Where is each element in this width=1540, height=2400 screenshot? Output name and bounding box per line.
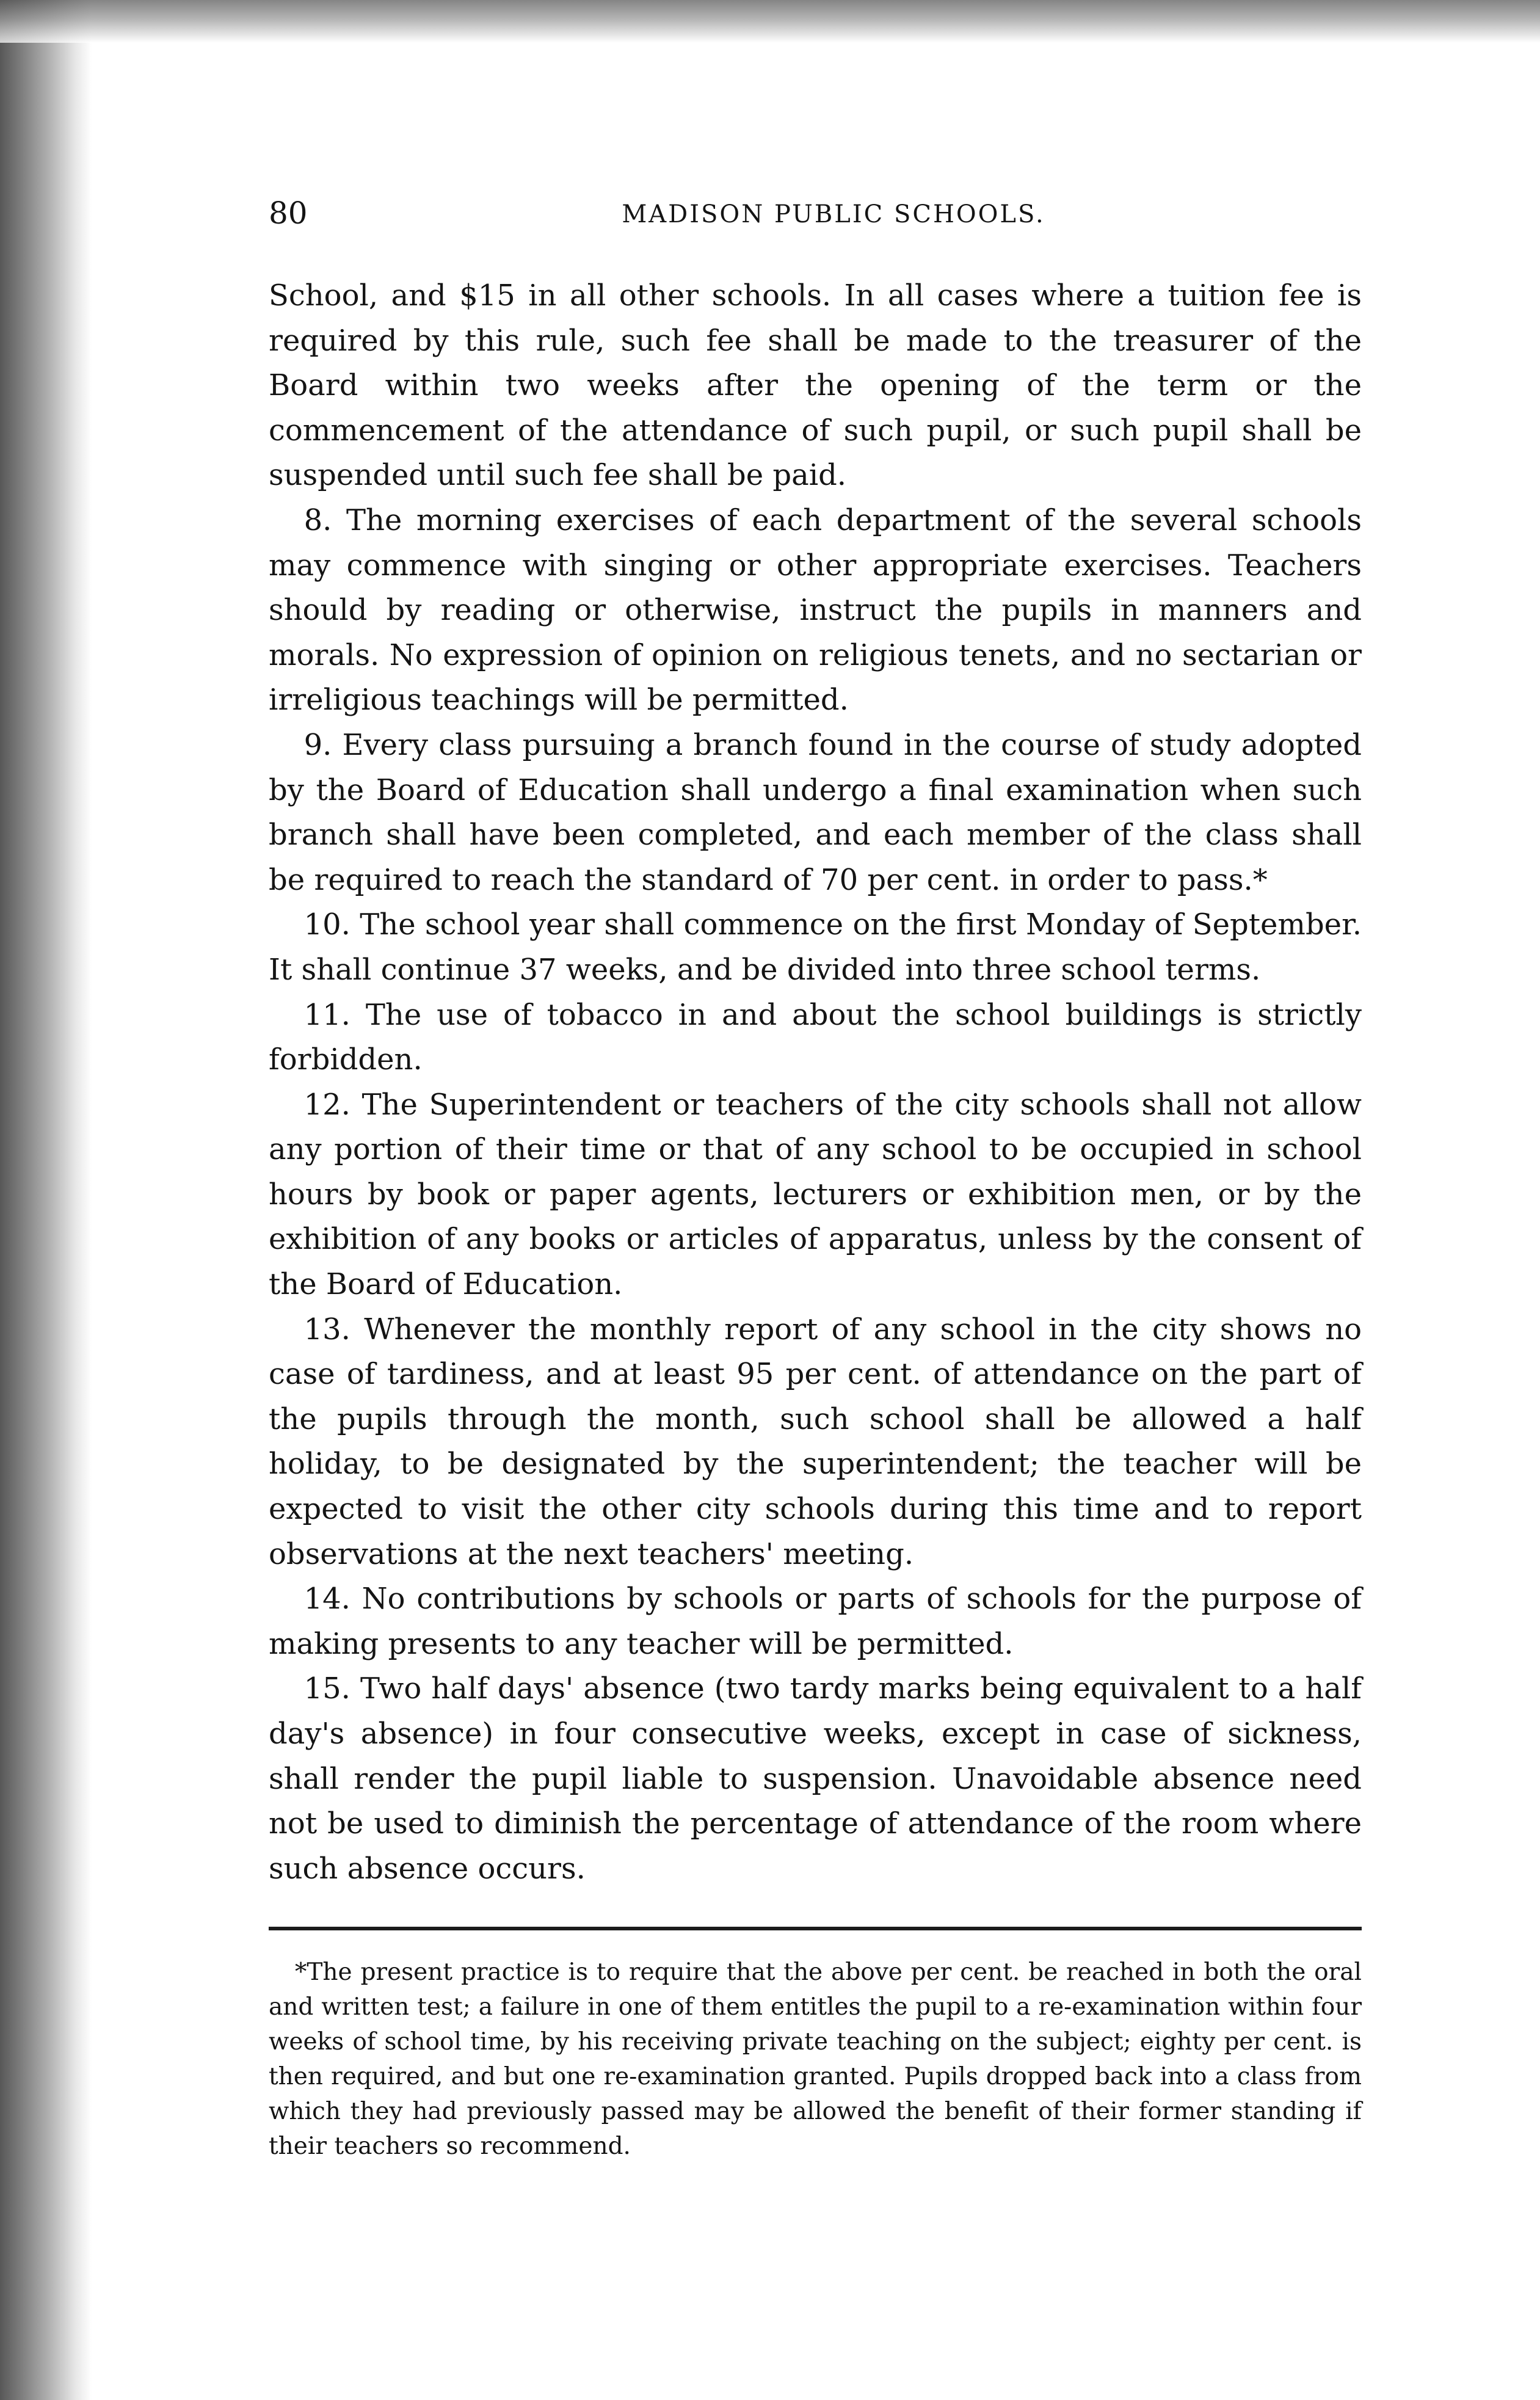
book-page <box>269 195 1362 2187</box>
paragraph-rule-9: 9. Every class pursuing a branch found in the course of study adopted by the Board of Education shall undergo a final examination when such branch shall have been completed, and each member of the class shall be required to reach the standard of 70 per cent. in order to pass.* <box>269 727 1362 897</box>
running-head <box>269 195 1362 244</box>
paragraph-rule-12: 12. The Superintendent or teachers of the city schools shall not allow any portion of their time or that of any school to be occupied in school hours by book or paper agents, lecturers or exhibition men, or by the exhibition of any books or articles of apparatus, unless by the consent of the Board of Education. <box>269 1087 1362 1302</box>
scanned-page-shadow-top <box>0 0 1540 43</box>
footnote-divider <box>269 1927 1362 1930</box>
paragraph-rule-13: 13. Whenever the monthly report of any school in the city shows no case of tardiness, and at least 95 per cent. of attendance on the part of the pupils through the month, such school shall be allowed a half holiday, to be designated by the superintendent; the teacher will be expected to visit the other city schools during this time and to report observations at the next teachers' meeting. <box>269 1312 1362 1571</box>
paragraph-rule-11: 11. The use of tobacco in and about the school buildings is strictly forbidden. <box>269 997 1362 1077</box>
page-number: 80 <box>269 195 308 231</box>
paragraph-rule-15: 15. Two half days' absence (two tardy marks being equivalent to a half day's absence) in four consecutive weeks, except in case of sickness, shall render the pupil liable to suspension. Unavoidable absence need not be used to diminish the percentage of attendance of the room where such absence occurs. <box>269 1671 1362 1886</box>
running-head-title: MADISON PUBLIC SCHOOLS. <box>622 200 1045 228</box>
paragraph-rule-14: 14. No contributions by schools or parts of schools for the purpose of making presents to any teacher will be permitted. <box>269 1582 1362 1661</box>
paragraph-rule-10: 10. The school year shall commence on the first Monday of September. It shall continue 37 weeks, and be divided into three school terms. <box>269 907 1362 987</box>
scanned-page-shadow-left <box>0 0 92 2400</box>
body-text <box>269 274 1362 1891</box>
paragraph-continuation: School, and $15 in all other schools. In all cases where a tuition fee is required by this rule, such fee shall be made to the treasurer of the Board within two weeks after the opening of the term or the commencement of the attendance of such pupil, or such pupil shall be suspended until such fee shall be paid. <box>269 278 1362 493</box>
paragraph-rule-8: 8. The morning exercises of each department of the several schools may commence with singing or other appropriate exercises. Teachers should by reading or otherwise, instruct the pupils in manners and morals. No expression of opinion on religious tenets, and no sectarian or irreligious teachings will be permitted. <box>269 503 1362 718</box>
footnote: *The present practice is to require that the above per cent. be reached in both the oral and written test; a failure in one of them entitles the pupil to a re-examination within four weeks of school time, by his receiving private teaching on the subject; eighty per cent. is then required, and but one re-examination granted. Pupils dropped back into a class from which they had previously passed may be allowed the benefit of their former standing if their teachers so recommend. <box>269 1958 1362 2161</box>
